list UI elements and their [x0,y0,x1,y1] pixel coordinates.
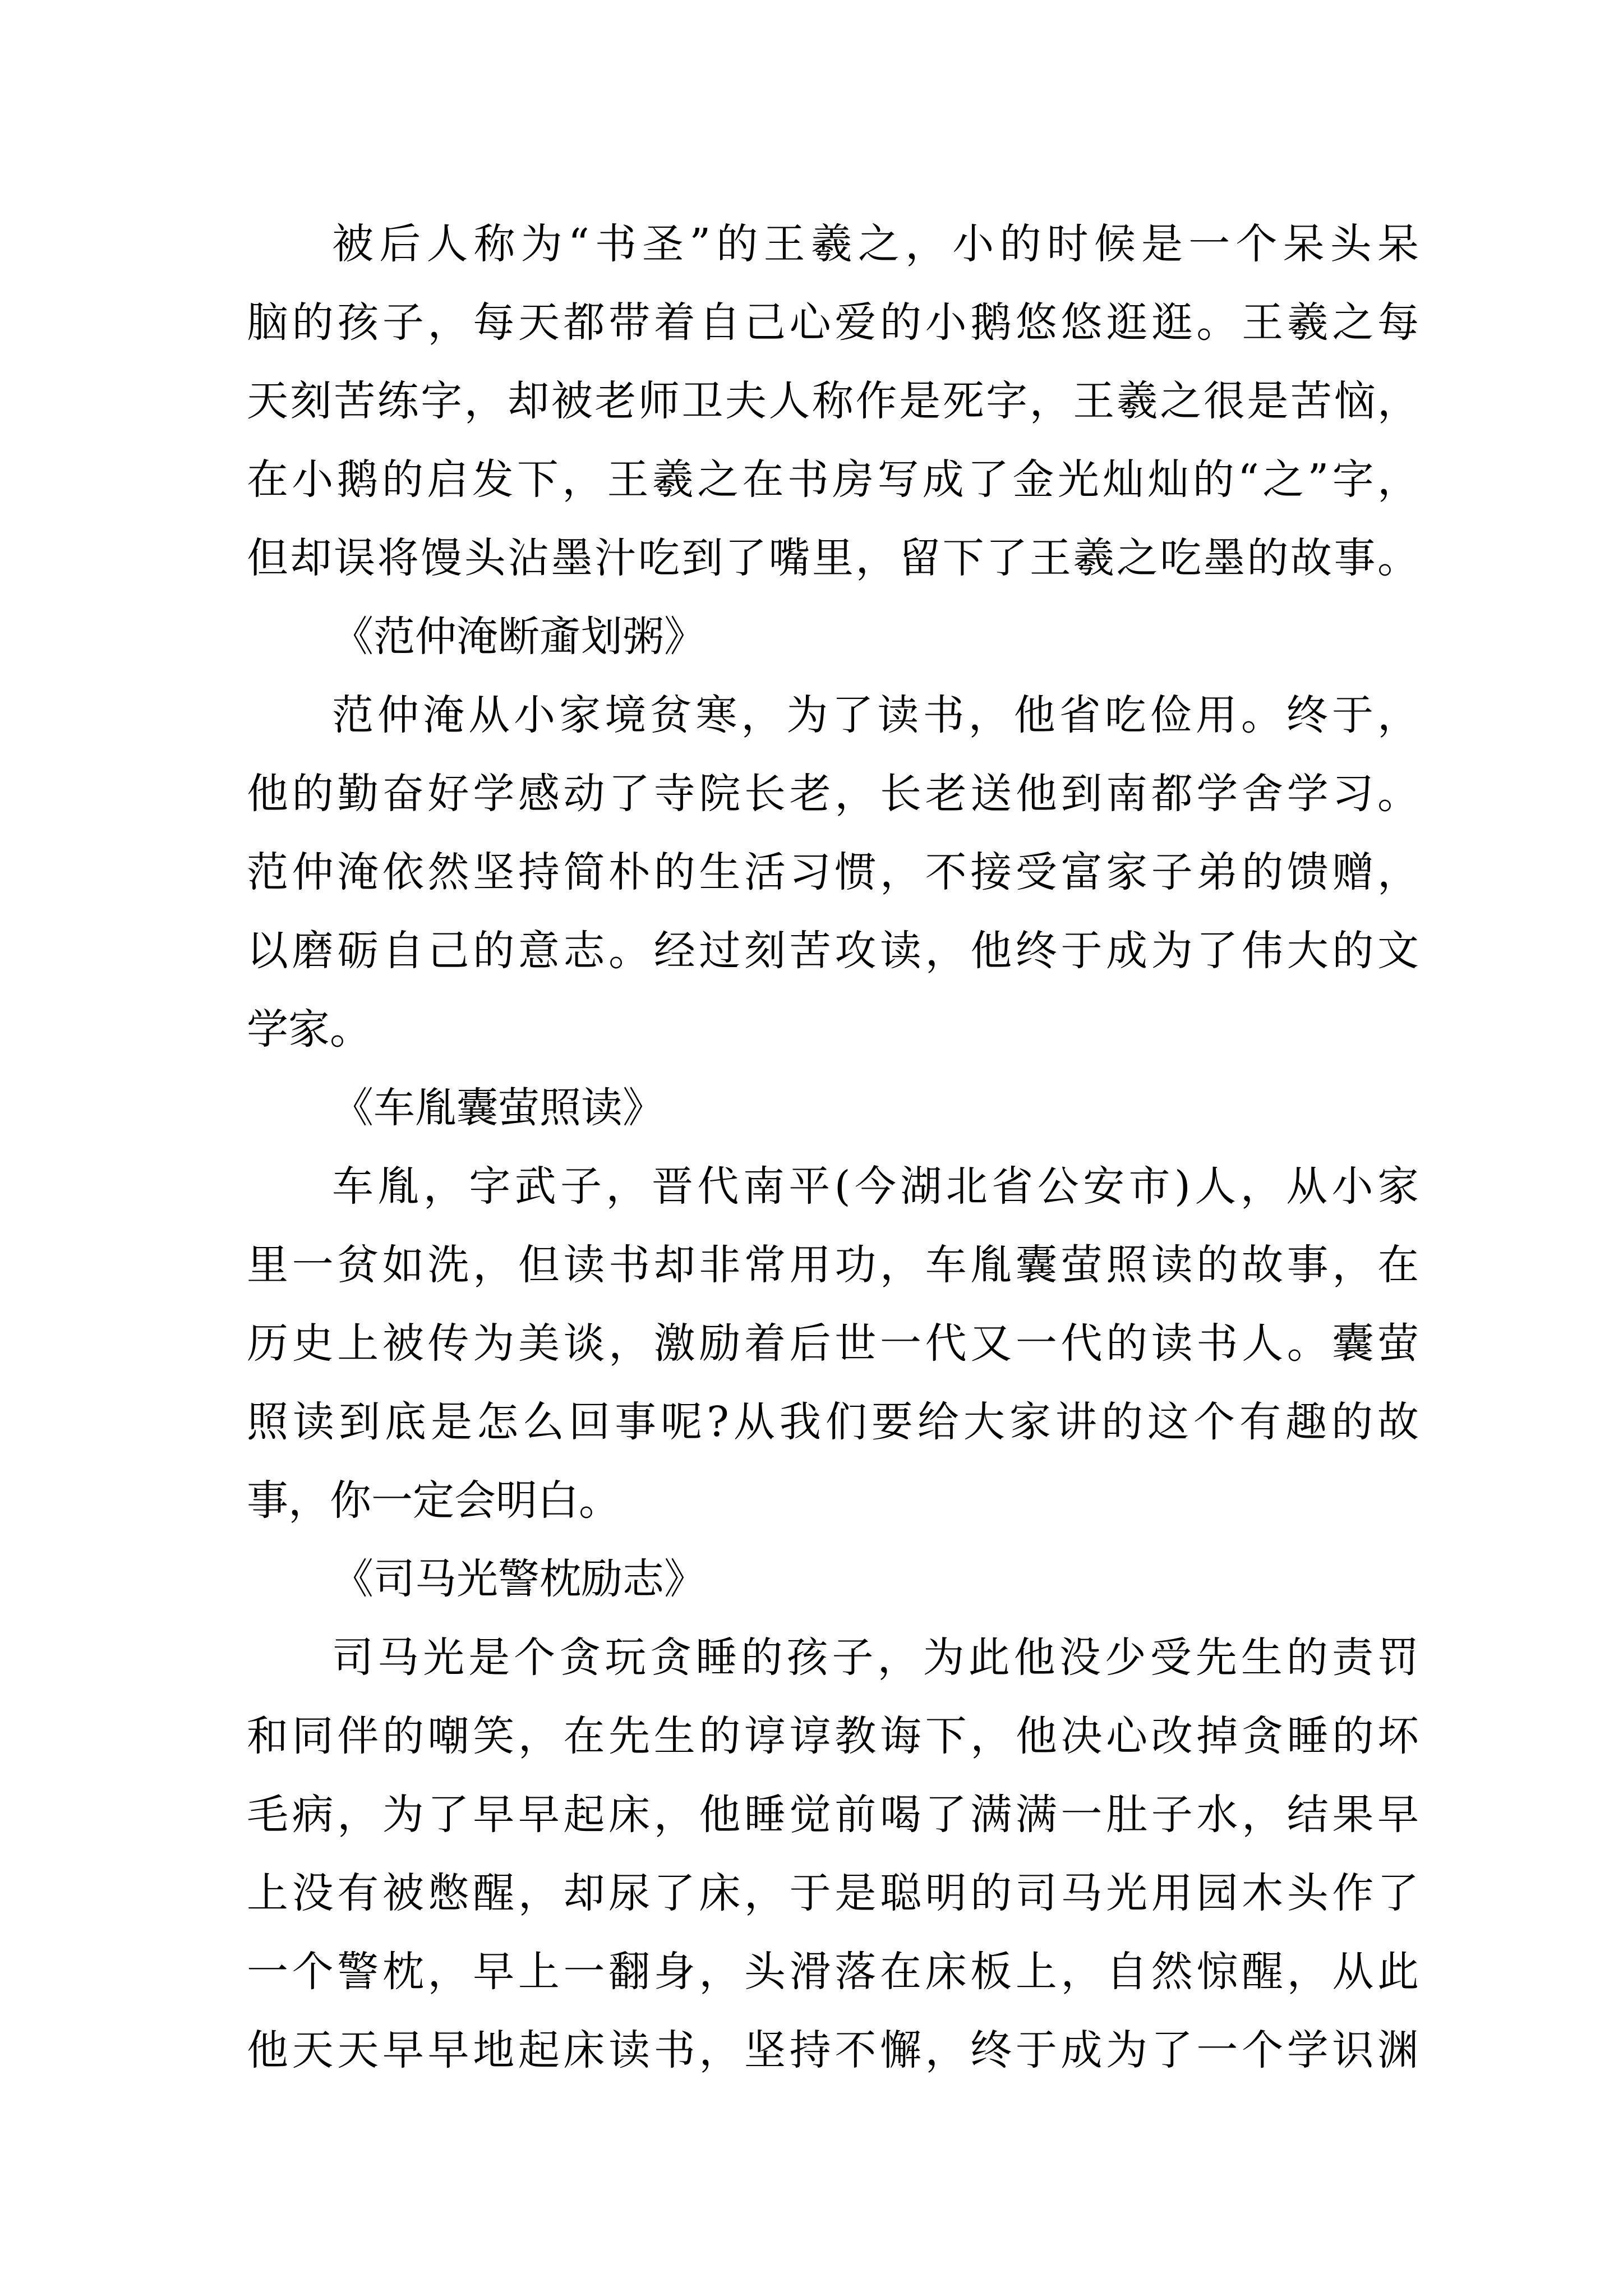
paragraph-sima-guang-line-4: 上没有被憋醒，却尿了床，于是聪明的司马光用园木头作了 [247,1869,1419,1917]
paragraph-che-yin-line-1: 车胤，字武子，晋代南平(今湖北省公安市)人，从小家 [332,1162,1419,1211]
paragraph-fan-zhongyan-line-5: 学家。 [247,1005,371,1053]
paragraph-sima-guang-line-2: 和同伴的嘲笑，在先生的谆谆教诲下，他决心改掉贪睡的坏 [247,1712,1419,1760]
paragraph-fan-zhongyan-line-3: 范仲淹依然坚持简朴的生活习惯，不接受富家子弟的馈赠， [247,848,1419,896]
paragraph-fan-zhongyan-line-2: 他的勤奋好学感动了寺院长老，长老送他到南都学舍学习。 [247,770,1419,818]
paragraph-sima-guang-line-1: 司马光是个贪玩贪睡的孩子，为此他没少受先生的责罚 [332,1634,1419,1682]
paragraph-che-yin-line-5: 事，你一定会明白。 [247,1476,620,1525]
paragraph-sima-guang-line-3: 毛病，为了早早起床，他睡觉前喝了满满一肚子水，结果早 [247,1791,1419,1839]
paragraph-fan-zhongyan-line-1: 范仲淹从小家境贫寒，为了读书，他省吃俭用。终于， [332,691,1419,739]
paragraph-wang-xizhi-line-2: 脑的孩子，每天都带着自己心爱的小鹅悠悠逛逛。王羲之每 [247,298,1419,347]
heading-sima-guang: 《司马光警枕励志》 [332,1555,706,1603]
paragraph-che-yin-line-4: 照读到底是怎么回事呢?从我们要给大家讲的这个有趣的故 [247,1398,1419,1446]
paragraph-fan-zhongyan-line-4: 以磨砺自己的意志。经过刻苦攻读，他终于成为了伟大的文 [247,927,1419,975]
paragraph-wang-xizhi-line-3: 天刻苦练字，却被老师卫夫人称作是死字，王羲之很是苦恼， [247,377,1419,425]
paragraph-wang-xizhi-line-4: 在小鹅的启发下，王羲之在书房写成了金光灿灿的“之”字， [247,455,1419,504]
paragraph-wang-xizhi-line-5: 但却误将馒头沾墨汁吃到了嘴里，留下了王羲之吃墨的故事。 [247,534,1419,582]
paragraph-sima-guang-line-6: 他天天早早地起床读书，坚持不懈，终于成为了一个学识渊 [247,2026,1419,2074]
heading-che-yin: 《车胤囊萤照读》 [332,1084,664,1132]
paragraph-che-yin-line-3: 历史上被传为美谈，激励着后世一代又一代的读书人。囊萤 [247,1319,1419,1368]
paragraph-wang-xizhi-line-1: 被后人称为“书圣”的王羲之，小的时候是一个呆头呆 [332,220,1419,268]
heading-fan-zhongyan: 《范仲淹断齑划粥》 [332,613,706,661]
paragraph-sima-guang-line-5: 一个警枕，早上一翻身，头滑落在床板上，自然惊醒，从此 [247,1948,1419,1996]
paragraph-che-yin-line-2: 里一贫如洗，但读书却非常用功，车胤囊萤照读的故事，在 [247,1241,1419,1289]
